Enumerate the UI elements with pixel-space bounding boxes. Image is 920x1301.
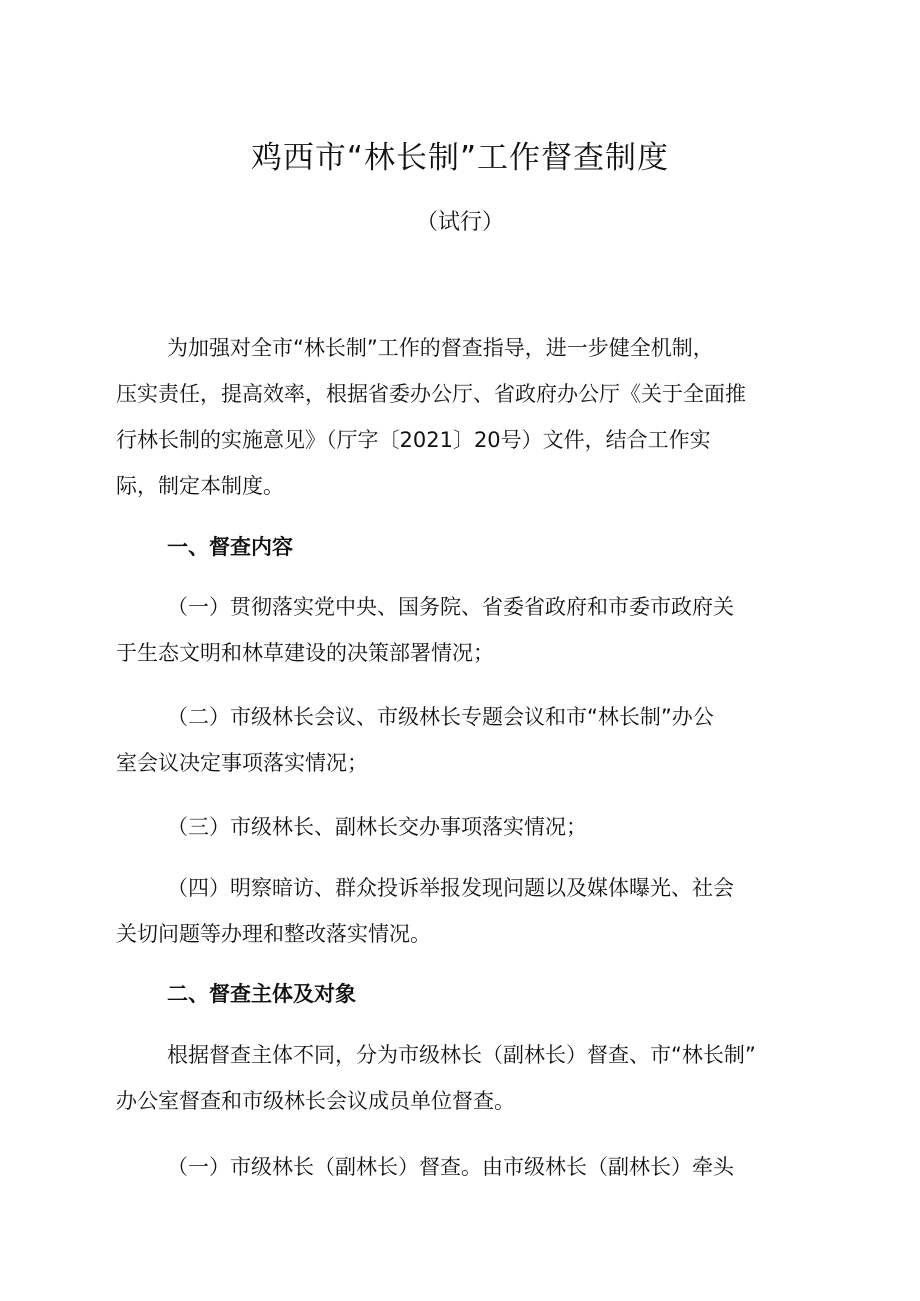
intro-line: 为加强对全市“林长制”工作的督查指导，进一步健全机制， [167, 336, 714, 360]
document-title: 鸡西市“林长制”工作督查制度 [250, 140, 670, 176]
list-item-line: （一）市级林长（副林长）督查。由市级林长（副林长）牵头 [167, 1155, 734, 1179]
list-item-line: （二）市级林长会议、市级林长专题会议和市“林长制”办公 [167, 705, 714, 729]
list-item-line: （三）市级林长、副林长交办事项落实情况； [167, 815, 587, 839]
paragraph-line: 办公室督查和市级林长会议成员单位督查。 [116, 1089, 515, 1113]
list-item-line: 关切问题等办理和整改落实情况。 [116, 922, 431, 946]
list-item-line: 室会议决定事项落实情况； [116, 751, 368, 775]
paragraph-line: 根据督查主体不同，分为市级林长（副林长）督查、市“林长制” [167, 1043, 756, 1067]
list-item-line: 于生态文明和林草建设的决策部署情况； [116, 641, 494, 665]
section-heading: 二、督查主体及对象 [167, 982, 356, 1006]
list-item-line: （四）明察暗访、群众投诉举报发现问题以及媒体曝光、社会 [167, 876, 734, 900]
intro-line: 行林长制的实施意见》（厅字〔2021〕20号）文件，结合工作实 [116, 428, 711, 452]
intro-line: 压实责任，提高效率，根据省委办公厅、省政府办公厅《关于全面推 [116, 382, 746, 406]
list-item-line: （一）贯彻落实党中央、国务院、省委省政府和市委市政府关 [167, 595, 734, 619]
section-heading: 一、督查内容 [167, 535, 293, 559]
document-subtitle: （试行） [415, 210, 504, 235]
intro-line: 际，制定本制度。 [116, 474, 284, 498]
